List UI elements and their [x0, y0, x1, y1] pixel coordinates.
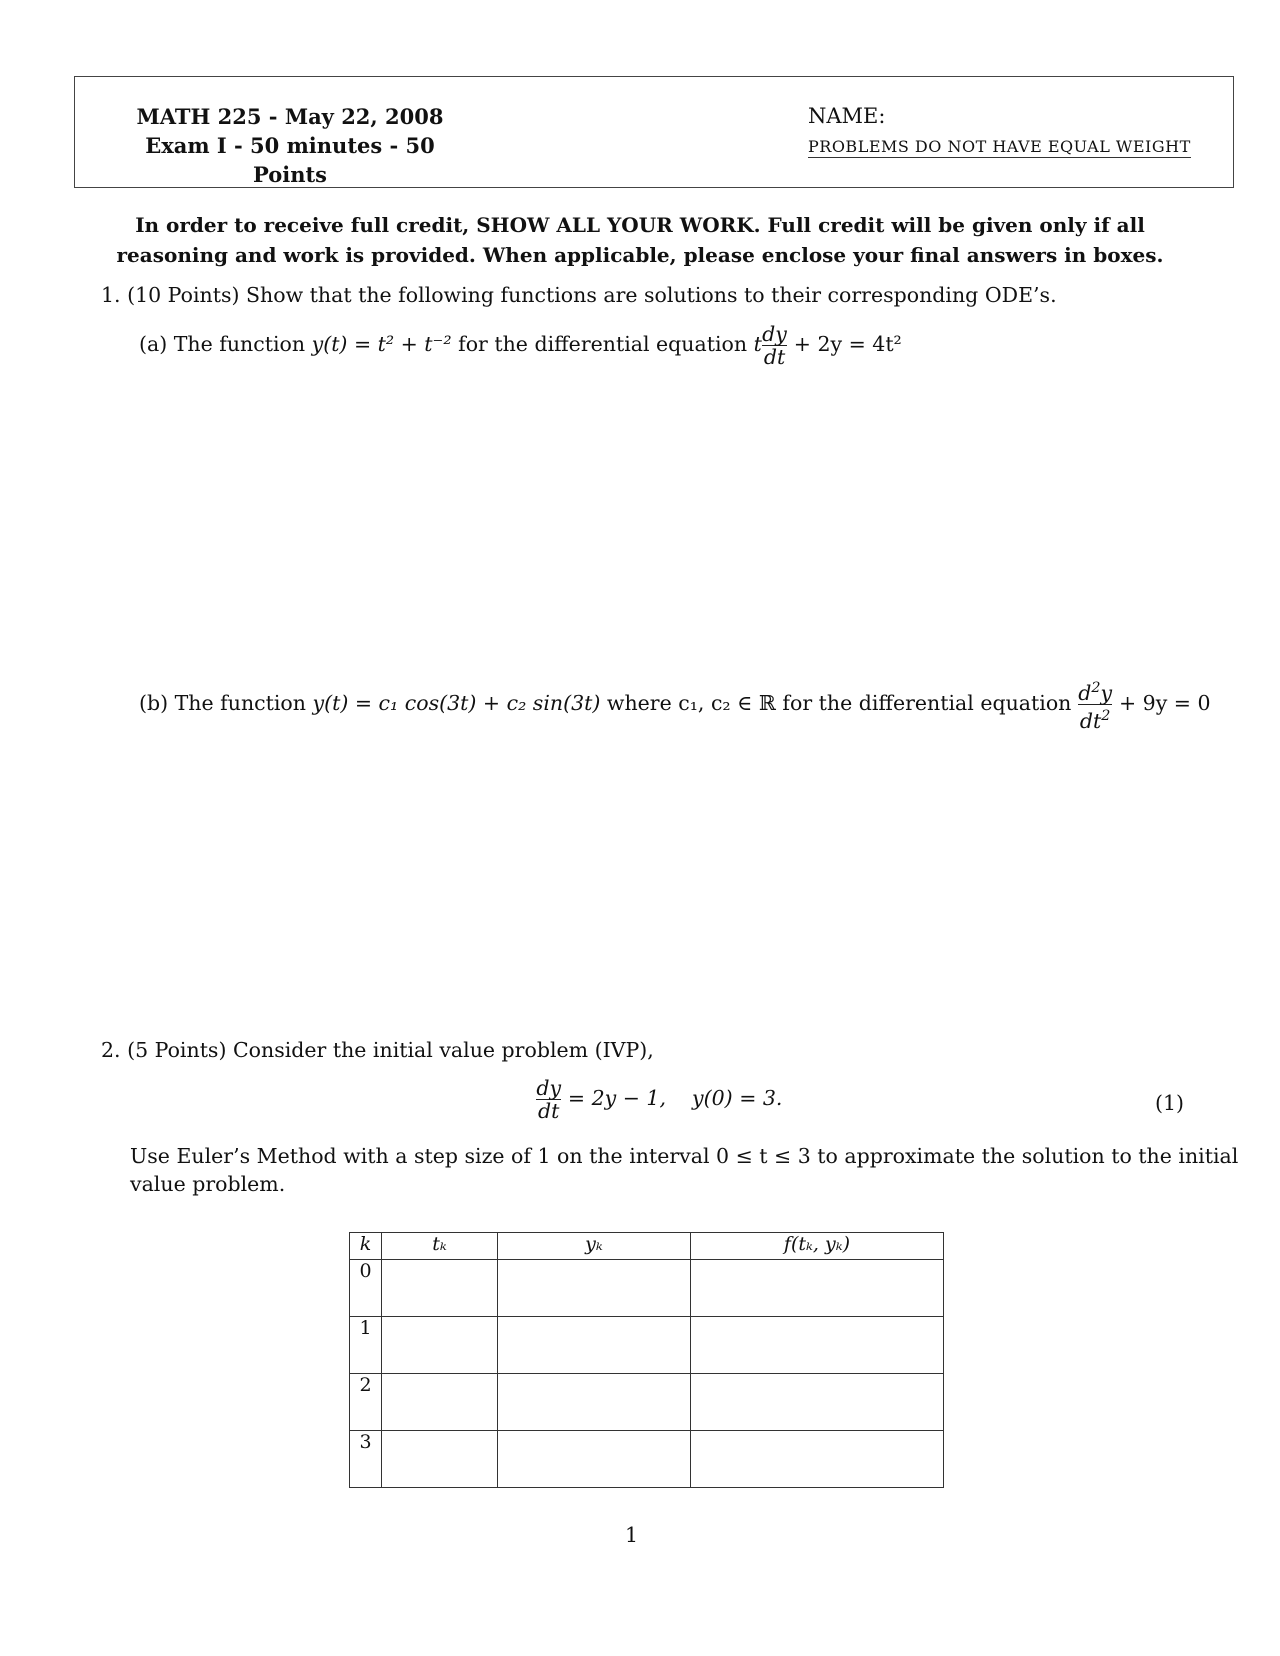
d2y-dt2-fraction: $\frac{d^2y}{dt^2}$: [1078, 680, 1113, 733]
f-cell[interactable]: [691, 1260, 944, 1317]
k-cell: 2: [350, 1374, 382, 1431]
problem-1a-mid: for the differential equation: [458, 332, 748, 356]
problem-1b-function: y(t) = c₁ cos(3t) + c₂ sin(3t): [312, 690, 601, 715]
f-cell[interactable]: [691, 1431, 944, 1488]
instructions: [90, 210, 1190, 270]
f-cell[interactable]: [691, 1374, 944, 1431]
exam-info: Exam I - 50 minutes - 50 Points: [145, 133, 435, 187]
problem-2-equation: [536, 1077, 782, 1122]
yk-cell[interactable]: [498, 1317, 691, 1374]
tk-cell[interactable]: [382, 1431, 498, 1488]
problem-2-equation-rhs: = 2y − 1, y(0) = 3.: [567, 1086, 783, 1110]
problem-1b-where: where c₁, c₂ ∈ ℝ for the differential equation: [606, 690, 1072, 715]
table-row: [350, 1431, 944, 1488]
header-course-info: [110, 102, 470, 189]
course-title: MATH 225 - May 22, 2008: [136, 104, 444, 129]
problem-2-intro: 2. (5 Points) Consider the initial value problem (IVP),: [101, 1038, 654, 1062]
header-f: f(tₖ, yₖ): [691, 1233, 944, 1260]
problem-2-text-line-1: Use Euler’s Method with a step size of 1 on the interval 0 ≤ t ≤ 3 to approximate the solution to the initial: [130, 1144, 1239, 1168]
euler-table-header-row: [350, 1233, 944, 1260]
problem-2-text: [130, 1142, 1238, 1198]
table-row: [350, 1260, 944, 1317]
table-row: [350, 1374, 944, 1431]
problem-1b: [139, 677, 1211, 732]
tk-cell[interactable]: [382, 1374, 498, 1431]
problem-1a-equation-tail: + 2y = 4t²: [793, 332, 902, 356]
problem-1b-equation-tail: + 9y = 0: [1118, 690, 1211, 715]
instructions-line-1: In order to receive full credit, SHOW ALL YOUR WORK. Full credit will be given only if all: [135, 213, 1145, 237]
header-k: k: [350, 1233, 382, 1260]
instructions-line-2: reasoning and work is provided. When applicable, please enclose your final answers in boxes.: [116, 243, 1164, 267]
problem-1a-label: (a) The function: [139, 332, 306, 356]
header-tk: tₖ: [382, 1233, 498, 1260]
k-cell: 0: [350, 1260, 382, 1317]
yk-cell[interactable]: [498, 1374, 691, 1431]
problem-1a: (a) The function y(t) = t² + t⁻² for the differential equation t $\frac{dy}{dt}$ + 2y = 4t²: [139, 322, 902, 369]
equation-number: (1): [1155, 1091, 1185, 1115]
tk-cell[interactable]: [382, 1260, 498, 1317]
f-cell[interactable]: [691, 1317, 944, 1374]
weight-note: PROBLEMS DO NOT HAVE EQUAL WEIGHT: [808, 137, 1191, 156]
problem-1b-label: (b) The function: [139, 690, 306, 715]
k-cell: 1: [350, 1317, 382, 1374]
table-row: [350, 1317, 944, 1374]
tk-cell[interactable]: [382, 1317, 498, 1374]
dy-dt-fraction: $\frac{dy}{dt}$: [762, 322, 787, 369]
header-name-block: [808, 102, 1191, 161]
header-yk: yₖ: [498, 1233, 691, 1260]
k-cell: 3: [350, 1431, 382, 1488]
problem-1a-function: y(t) = t² + t⁻²: [311, 332, 452, 356]
page-number: 1: [625, 1523, 639, 1547]
euler-table: [349, 1232, 944, 1488]
yk-cell[interactable]: [498, 1431, 691, 1488]
dy-dt-fraction-2: $\frac{dy}{dt}$: [536, 1076, 562, 1123]
yk-cell[interactable]: [498, 1260, 691, 1317]
problem-2-text-line-2: value problem.: [130, 1172, 286, 1196]
problem-1-intro: 1. (10 Points) Show that the following functions are solutions to their corresponding ODE’s.: [101, 283, 1057, 307]
name-label: NAME:: [808, 104, 886, 128]
